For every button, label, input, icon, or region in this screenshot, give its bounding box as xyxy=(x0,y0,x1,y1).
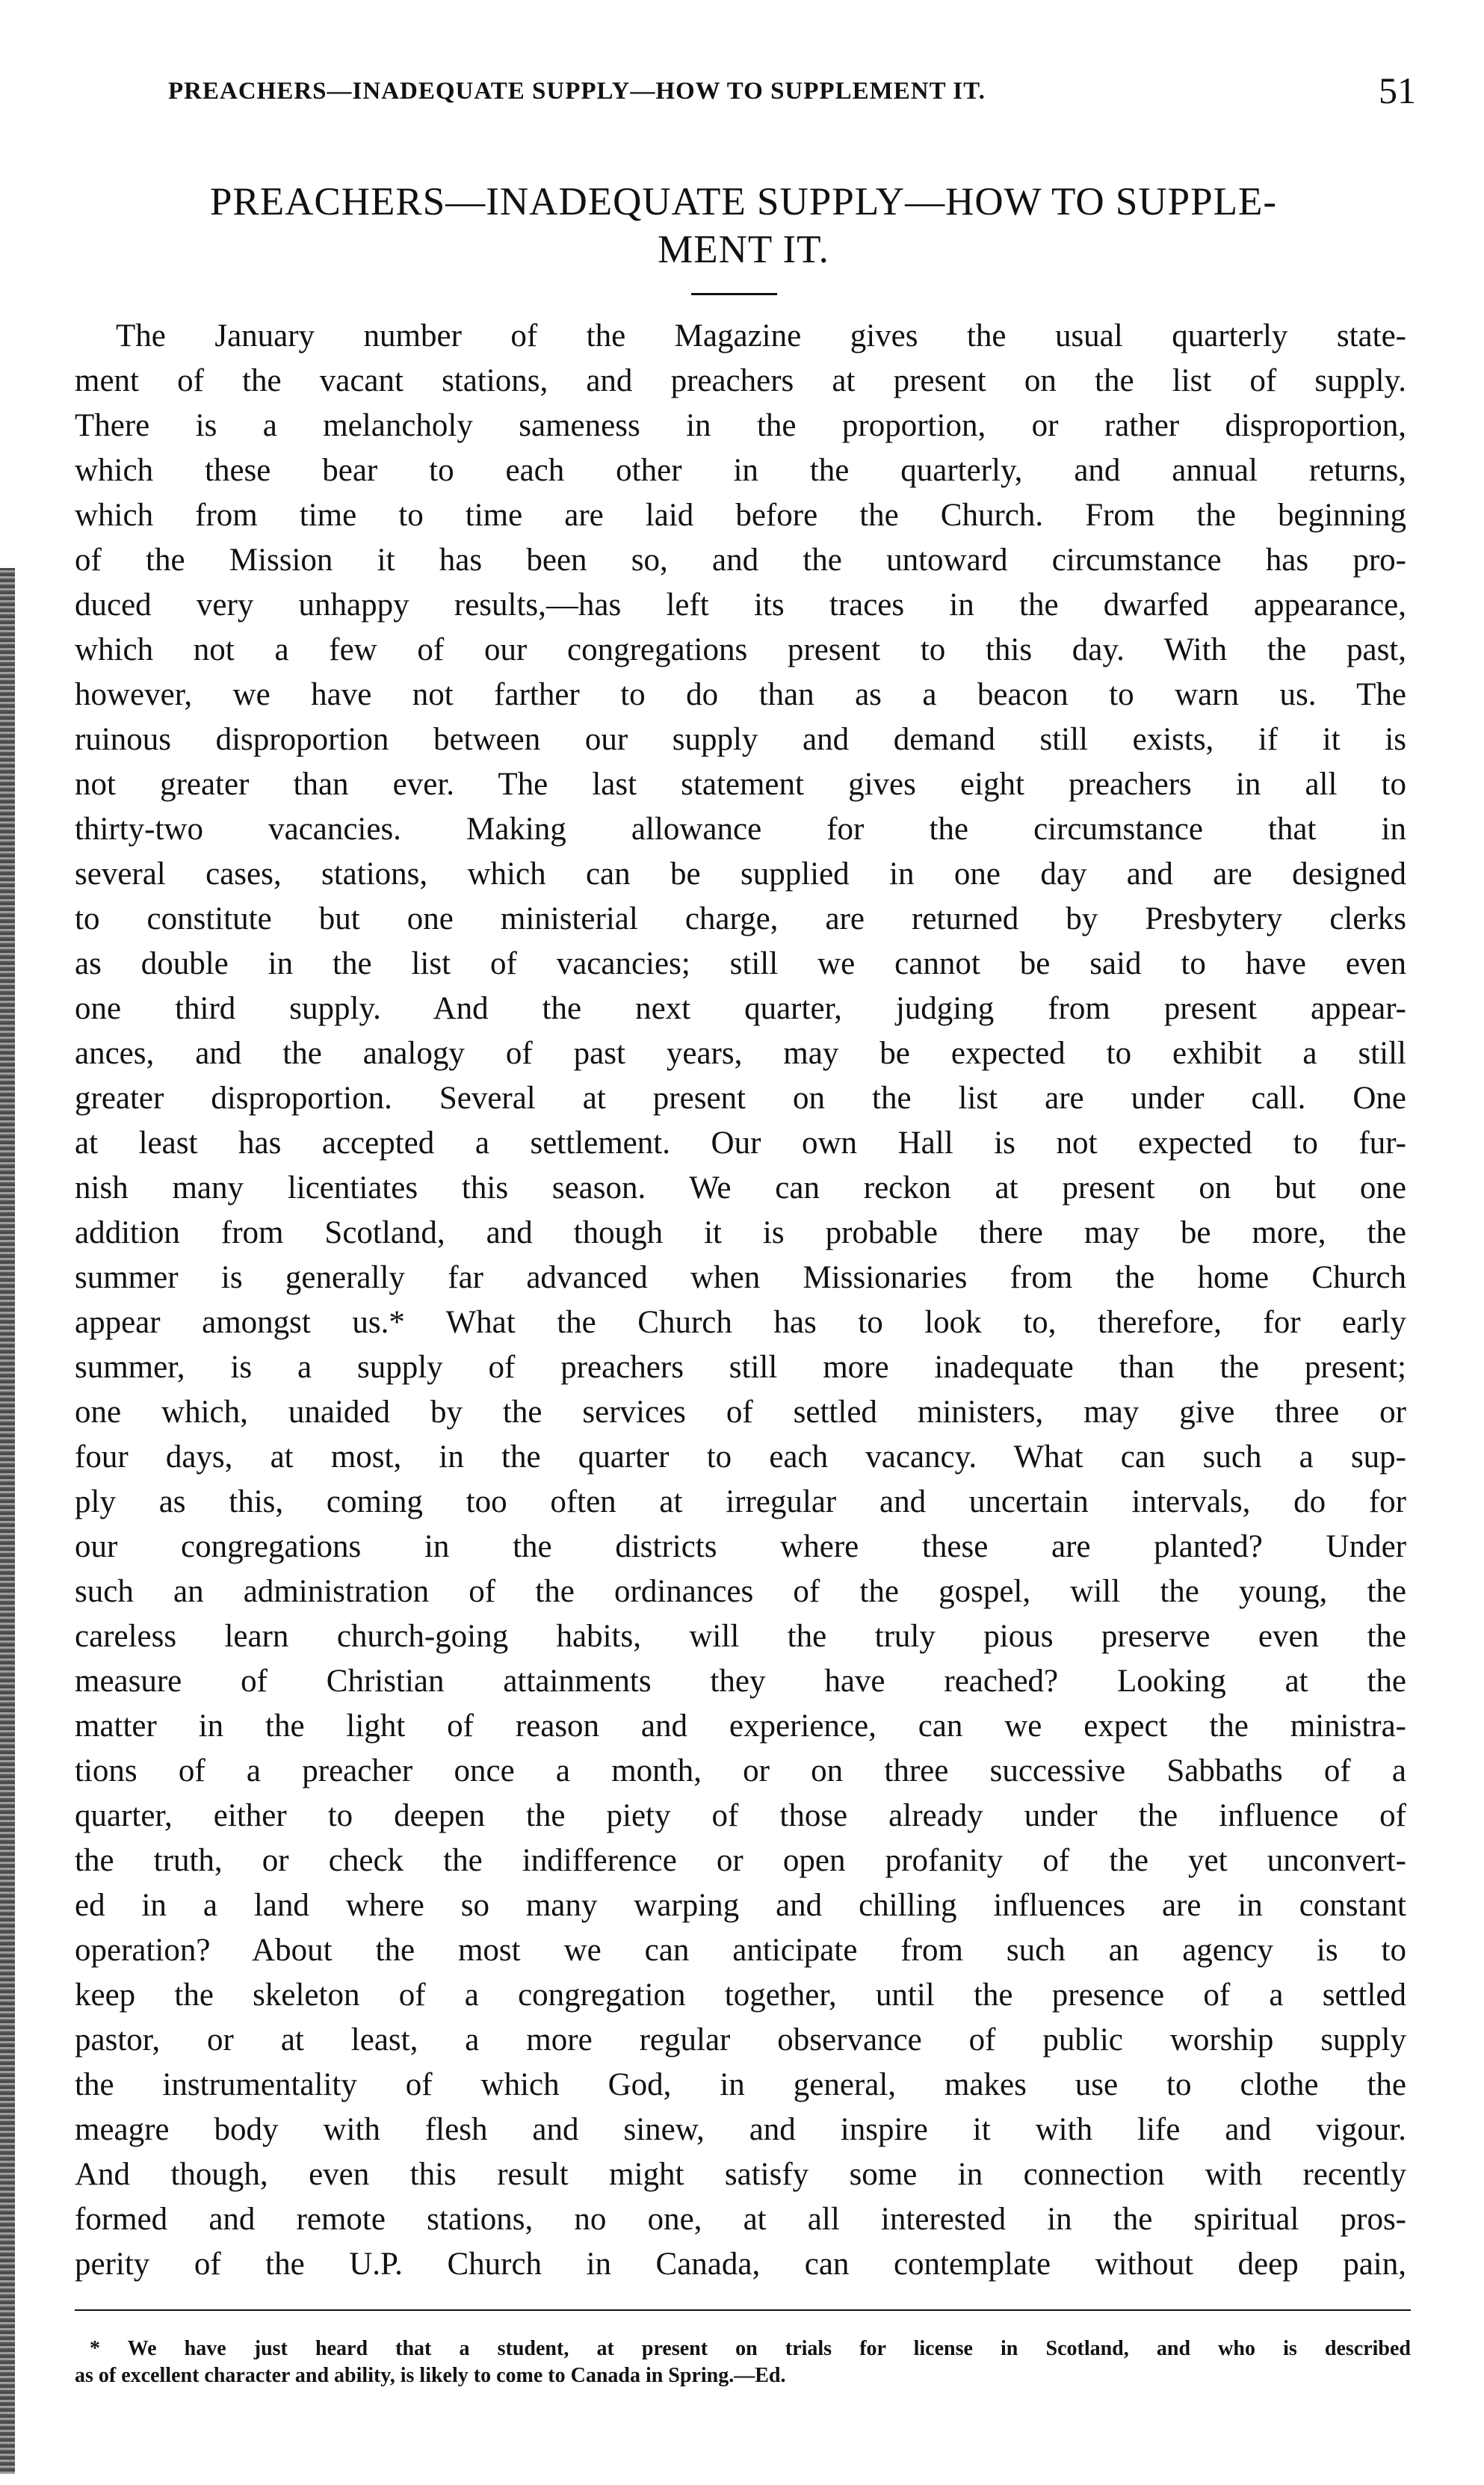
running-head-title: PREACHERS—INADEQUATE SUPPLY—HOW TO SUPPLEMENT IT. xyxy=(168,78,986,105)
body-line: however, we have not farther to do than as a beacon to warn us. The xyxy=(75,677,1406,712)
scan-edge-shadow xyxy=(0,568,15,2474)
body-line: ances, and the analogy of past years, may be expected to exhibit a still xyxy=(75,1036,1406,1071)
body-line: greater disproportion. Several at present on the list are under call. One xyxy=(75,1081,1406,1116)
body-line: to constitute but one ministerial charge, are returned by Presbytery clerks xyxy=(75,901,1406,936)
body-line: pastor, or at least, a more regular observance of public worship supply xyxy=(75,2022,1406,2058)
body-line: such an administration of the ordinances of the gospel, will the young, the xyxy=(75,1574,1406,1609)
body-line: appear amongst us.* What the Church has to look to, therefore, for early xyxy=(75,1305,1406,1340)
footnote-line-2: as of excellent character and ability, is likely to come to Canada in Spring.—Ed. xyxy=(75,2364,786,2387)
body-line: careless learn church-going habits, will the truly pious preserve even the xyxy=(75,1619,1406,1654)
body-line: the truth, or check the indifference or open profanity of the yet unconvert- xyxy=(75,1843,1406,1878)
title-rule xyxy=(691,293,777,295)
body-line: ruinous disproportion between our supply and demand still exists, if it is xyxy=(75,722,1406,757)
footnote-rule xyxy=(75,2309,1411,2311)
body-line: summer is generally far advanced when Missionaries from the home Church xyxy=(75,1260,1406,1295)
article-body xyxy=(75,314,1406,2287)
body-line: ment of the vacant stations, and preachers at present on the list of supply. xyxy=(75,363,1406,398)
body-line: not greater than ever. The last statement gives eight preachers in all to xyxy=(75,767,1406,802)
body-line: formed and remote stations, no one, at all interested in the spiritual pros- xyxy=(75,2202,1406,2237)
footnote xyxy=(75,2336,1411,2389)
body-line: And though, even this result might satisfy some in connection with recently xyxy=(75,2157,1406,2192)
article-title-line-1: PREACHERS—INADEQUATE SUPPLY—HOW TO SUPPLE- xyxy=(209,180,1278,223)
footnote-line-1: * We have just heard that a student, at present on trials for license in Scotland, and who is described xyxy=(90,2337,1411,2360)
body-line: duced very unhappy results,—has left its traces in the dwarfed appearance, xyxy=(75,587,1406,623)
body-line: The January number of the Magazine gives the usual quarterly state- xyxy=(116,318,1406,354)
page-number: 51 xyxy=(1379,70,1416,111)
body-line: the instrumentality of which God, in general, makes use to clothe the xyxy=(75,2067,1406,2102)
body-line: our congregations in the districts where these are planted? Under xyxy=(75,1529,1406,1564)
body-line: ed in a land where so many warping and chilling influences are in constant xyxy=(75,1888,1406,1923)
body-line: ply as this, coming too often at irregular and uncertain intervals, do for xyxy=(75,1484,1406,1519)
article-title-line-2: MENT IT. xyxy=(658,228,829,271)
body-line: operation? About the most we can anticipate from such an agency is to xyxy=(75,1933,1406,1968)
body-line: nish many licentiates this season. We can reckon at present on but one xyxy=(75,1170,1406,1206)
body-line: measure of Christian attainments they have reached? Looking at the xyxy=(75,1664,1406,1699)
body-line: addition from Scotland, and though it is probable there may be more, the xyxy=(75,1215,1406,1250)
article-title xyxy=(75,178,1412,274)
body-line: of the Mission it has been so, and the untoward circumstance has pro- xyxy=(75,543,1406,578)
body-line: matter in the light of reason and experience, can we expect the ministra- xyxy=(75,1708,1406,1744)
body-line: quarter, either to deepen the piety of those already under the influence of xyxy=(75,1798,1406,1833)
body-line: There is a melancholy sameness in the proportion, or rather disproportion, xyxy=(75,408,1406,443)
body-line: which these bear to each other in the quarterly, and annual returns, xyxy=(75,453,1406,488)
body-line: tions of a preacher once a month, or on three successive Sabbaths of a xyxy=(75,1753,1406,1788)
body-line: keep the skeleton of a congregation together, until the presence of a settled xyxy=(75,1978,1406,2013)
body-line: which from time to time are laid before the Church. From the beginning xyxy=(75,498,1406,533)
body-line: one third supply. And the next quarter, judging from present appear- xyxy=(75,991,1406,1026)
body-line: at least has accepted a settlement. Our own Hall is not expected to fur- xyxy=(75,1126,1406,1161)
body-line: thirty-two vacancies. Making allowance for the circumstance that in xyxy=(75,812,1406,847)
body-line: which not a few of our congregations present to this day. With the past, xyxy=(75,632,1406,667)
body-line: meagre body with flesh and sinew, and inspire it with life and vigour. xyxy=(75,2112,1406,2147)
body-line: as double in the list of vacancies; still we cannot be said to have even xyxy=(75,946,1406,981)
body-line: several cases, stations, which can be supplied in one day and are designed xyxy=(75,856,1406,892)
body-line: one which, unaided by the services of settled ministers, may give three or xyxy=(75,1395,1406,1430)
body-line: four days, at most, in the quarter to each vacancy. What can such a sup- xyxy=(75,1439,1406,1475)
running-head xyxy=(168,69,1416,121)
body-line: summer, is a supply of preachers still more inadequate than the present; xyxy=(75,1350,1406,1385)
body-line: perity of the U.P. Church in Canada, can contemplate without deep pain, xyxy=(75,2247,1406,2282)
